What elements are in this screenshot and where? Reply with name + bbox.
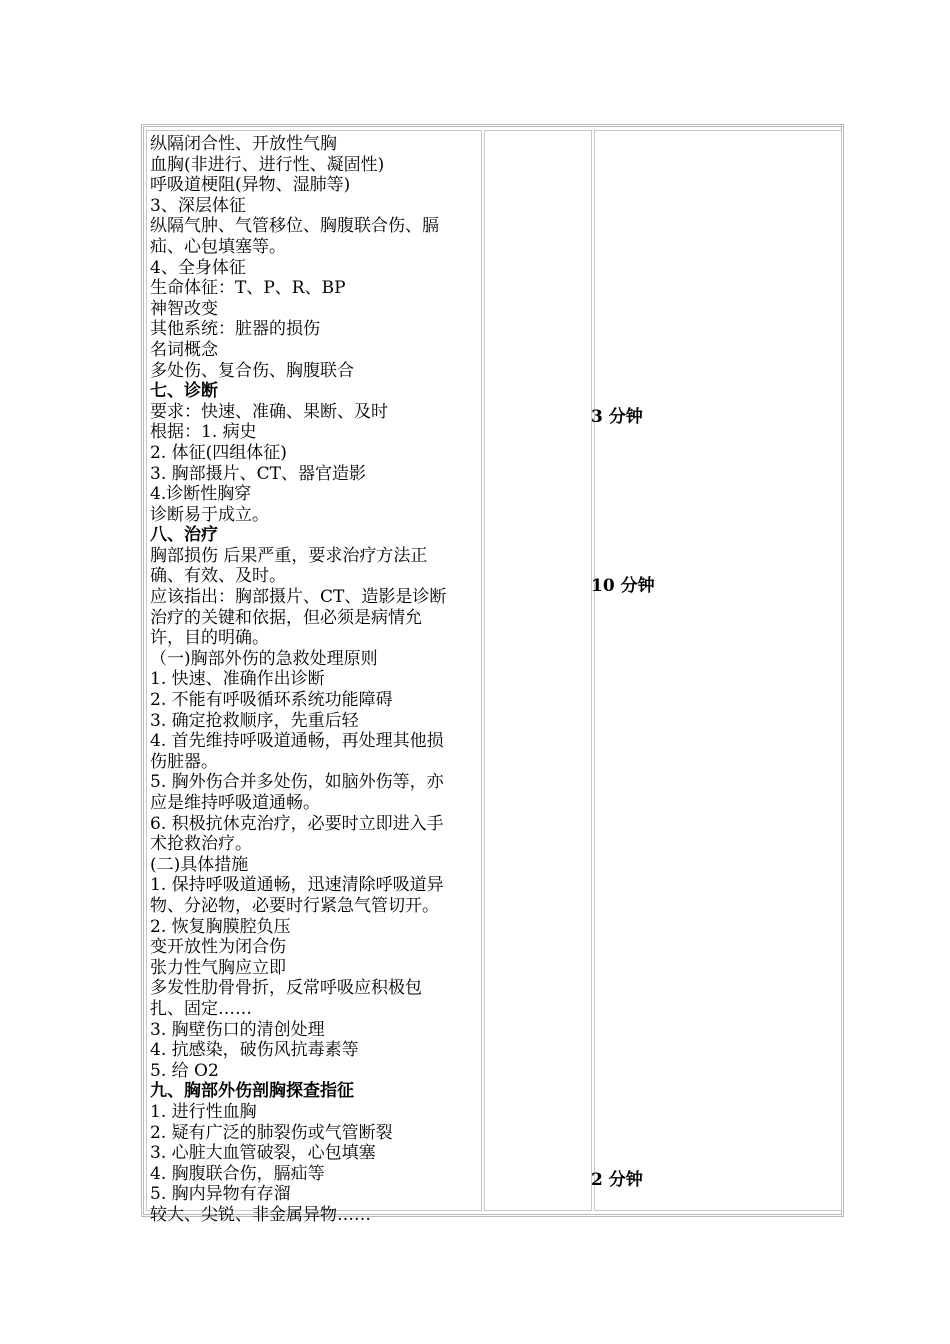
content-line: 血胸(非进行、进行性、凝固性) — [150, 154, 385, 175]
content-line: 张力性气胸应立即 — [150, 957, 286, 978]
content-line: 2. 不能有呼吸循环系统功能障碍 — [150, 690, 393, 711]
content-line: 术抢救治疗。 — [150, 834, 252, 855]
section-heading: 九、胸部外伤剖胸探查指征 — [150, 1081, 354, 1102]
content-line: 多处伤、复合伤、胸腹联合 — [150, 360, 354, 381]
content-line: 4. 胸腹联合伤，膈疝等 — [150, 1163, 325, 1184]
content-column — [146, 130, 482, 1225]
content-line: 伤脏器。 — [150, 751, 218, 772]
section-heading: 七、诊断 — [150, 381, 218, 402]
content-line: 纵隔气肿、气管移位、胸腹联合伤、膈 — [150, 216, 439, 237]
content-line: 2. 恢复胸膜腔负压 — [150, 916, 291, 937]
content-line: 2. 体征(四组体征) — [150, 442, 287, 463]
content-line: 要求：快速、准确、果断、及时 — [150, 401, 388, 422]
content-line: 3. 胸部摄片、CT、器官造影 — [150, 463, 366, 484]
lesson-table — [141, 124, 844, 1225]
time-label-surgery: 2 分钟 — [591, 1170, 643, 1190]
time-label-diagnosis: 3 分钟 — [591, 407, 643, 427]
content-line: 4. 首先维持呼吸道通畅，再处理其他损 — [150, 731, 444, 752]
content-line: 呼吸道梗阻(异物、湿肺等) — [150, 175, 351, 196]
content-line: (二)具体措施 — [150, 854, 249, 875]
content-line: 1. 进行性血胸 — [150, 1101, 257, 1122]
content-line: 胸部损伤 后果严重，要求治疗方法正 — [150, 545, 428, 566]
content-line: 应是维持呼吸道通畅。 — [150, 793, 320, 813]
content-line: 根据：1. 病史 — [150, 422, 257, 443]
content-line: 3. 胸壁伤口的清创处理 — [150, 1019, 325, 1040]
section-heading: 八、治疗 — [150, 525, 218, 546]
time-label-treatment: 10 分钟 — [591, 576, 655, 596]
content-line: 5. 胸内异物有存溜 — [150, 1184, 291, 1205]
content-line: 2. 疑有广泛的肺裂伤或气管断裂 — [150, 1122, 393, 1143]
content-line: 1. 快速、准确作出诊断 — [150, 669, 325, 690]
content-line: 3. 确定抢救顺序，先重后轻 — [150, 710, 359, 731]
content-line: 诊断易于成立。 — [150, 504, 269, 525]
content-line: 扎、固定…… — [150, 998, 252, 1019]
content-line: 4.诊断性胸穿 — [150, 484, 252, 505]
content-line: 1. 保持呼吸道通畅，迅速清除呼吸道异 — [150, 875, 444, 896]
content-line: 疝、心包填塞等。 — [150, 236, 286, 257]
content-line: 5. 给 O2 — [150, 1060, 219, 1081]
content-lines — [150, 134, 486, 1225]
content-line: 6. 积极抗休克治疗，必要时立即进入手 — [150, 813, 444, 834]
content-line: 3. 心脏大血管破裂，心包填塞 — [150, 1143, 376, 1164]
content-line: 4、全身体征 — [150, 257, 246, 278]
method-column — [484, 130, 592, 1211]
content-line: 生命体征：T、P、R、BP — [150, 278, 346, 299]
content-line: 多发性肋骨骨折，反常呼吸应积极包 — [150, 978, 422, 999]
content-line: 名词概念 — [150, 339, 218, 360]
content-line: 许，目的明确。 — [150, 628, 269, 649]
content-line: 纵隔闭合性、开放性气胸 — [150, 134, 337, 154]
content-line: 5. 胸外伤合并多处伤，如脑外伤等，亦 — [150, 772, 444, 793]
content-line: 确、有效、及时。 — [150, 566, 286, 587]
content-line: 应该指出：胸部摄片、CT、造影是诊断 — [150, 587, 447, 608]
content-line: 治疗的关键和依据，但必须是病情允 — [150, 607, 422, 628]
content-line: 变开放性为闭合伤 — [150, 937, 286, 958]
content-line: 神智改变 — [150, 298, 218, 319]
content-line: 其他系统：脏器的损伤 — [150, 319, 320, 340]
content-line: 4. 抗感染，破伤风抗毒素等 — [150, 1040, 359, 1061]
content-line: 物、分泌物，必要时行紧急气管切开。 — [150, 895, 439, 916]
content-line: （一)胸部外伤的急救处理原则 — [150, 648, 378, 669]
content-line: 3、深层体征 — [150, 195, 246, 216]
time-column — [594, 130, 842, 1211]
content-line: 较大、尖锐、非金属异物…… — [150, 1204, 371, 1225]
